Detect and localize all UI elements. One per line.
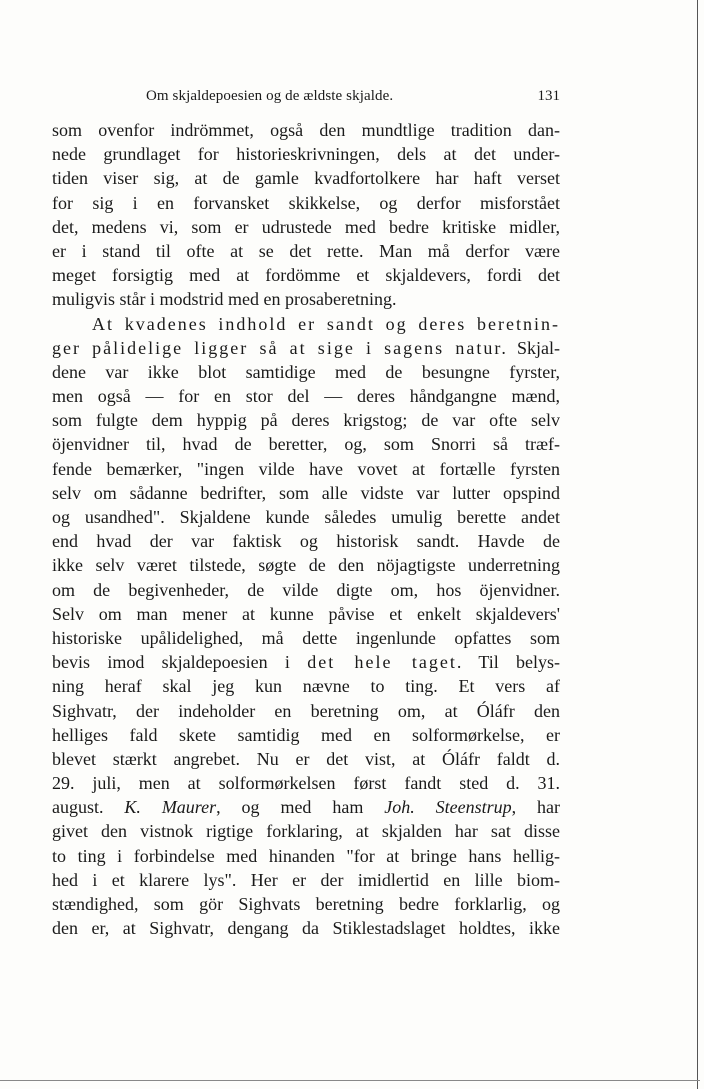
text-segment: om de begivenheder, de vilde digte om, hos öjenvidner. bbox=[52, 579, 560, 600]
text-segment: Joh. Steenstrup bbox=[384, 797, 512, 818]
page-header bbox=[54, 88, 560, 110]
text-segment: selv om sådanne bedrifter, som alle vidste var lutter opspind bbox=[52, 482, 560, 503]
text-segment: dene var ikke blot samtidige med de besungne fyrster, bbox=[52, 361, 560, 382]
text-line bbox=[52, 844, 560, 868]
text-line bbox=[52, 578, 560, 602]
text-line bbox=[52, 312, 560, 336]
text-line bbox=[52, 819, 560, 843]
text-line bbox=[52, 650, 560, 674]
text-segment: to ting i forbindelse med hinanden "for at bringe hans hellig- bbox=[52, 845, 560, 866]
text-line bbox=[52, 723, 560, 747]
text-segment: som ovenfor indrömmet, også den mundtlige tradition dan- bbox=[52, 120, 560, 140]
text-segment: august. bbox=[52, 797, 125, 818]
text-line bbox=[52, 868, 560, 892]
text-line bbox=[52, 384, 560, 408]
text-line bbox=[52, 699, 560, 723]
text-segment: blevet stærkt angrebet. Nu er det vist, at Óláfr faldt d. bbox=[52, 748, 560, 769]
text-line bbox=[52, 505, 560, 529]
text-line bbox=[52, 432, 560, 456]
text-segment: 29. juli, men at solformørkelsen først fandt sted d. 31. bbox=[52, 773, 560, 794]
text-segment: og usandhed". Skjaldene kunde således umulig berette andet bbox=[52, 507, 560, 527]
text-segment: bevis imod skjaldepoesien i bbox=[52, 652, 308, 673]
text-segment: hed i et klarere lys". Her er der imidlertid en lille biom- bbox=[52, 869, 560, 890]
text-segment: , har bbox=[511, 797, 561, 818]
page-edge-right bbox=[697, 0, 698, 1089]
text-segment: ikke selv været tilstede, søgte de den nöjagtigste underretning bbox=[52, 555, 560, 576]
text-line bbox=[52, 118, 560, 142]
text-line bbox=[52, 166, 560, 190]
text-segment: Sighvatr, der indeholder en beretning om, at Óláfr den bbox=[52, 700, 560, 721]
text-line bbox=[52, 916, 560, 940]
text-line bbox=[52, 360, 560, 384]
text-segment: givet den vistnok rigtige forklaring, at skjalden har sat disse bbox=[52, 821, 560, 842]
text-segment: . Til belys- bbox=[456, 652, 561, 673]
text-segment: meget forsigtig med at fordömme et skjaldevers, fordi det bbox=[52, 265, 560, 286]
text-line bbox=[52, 142, 560, 166]
text-segment: öjenvidner til, hvad de beretter, og, som Snorri så træf- bbox=[52, 434, 560, 455]
text-line bbox=[52, 626, 560, 650]
text-line bbox=[52, 457, 560, 481]
text-line bbox=[52, 287, 560, 311]
text-segment: for sig i en forvansket skikkelse, og derfor misforstået bbox=[52, 192, 560, 213]
text-segment: men også — for en stor del — deres håndgangne mænd, bbox=[52, 386, 560, 407]
text-segment: tiden viser sig, at de gamle kvadfortolkere har haft verset bbox=[52, 168, 560, 189]
text-line bbox=[52, 602, 560, 626]
text-segment: nede grundlaget for historieskrivningen, dels at det under- bbox=[52, 144, 560, 165]
text-line bbox=[52, 263, 560, 287]
text-line bbox=[52, 795, 560, 819]
text-line bbox=[52, 336, 560, 360]
text-segment: som fulgte dem hyppig på deres krigstog; de var ofte selv bbox=[52, 410, 560, 431]
text-segment: At kvadenes indhold er sandt og deres beretnin- bbox=[92, 313, 560, 334]
page-number: 131 bbox=[537, 88, 560, 104]
text-segment: Selv om man mener at kunne påvise et enkelt skjaldevers' bbox=[52, 603, 560, 624]
text-line bbox=[52, 553, 560, 577]
text-line bbox=[52, 747, 560, 771]
text-segment: stændighed, som gör Sighvats beretning bedre forklarlig, og bbox=[52, 894, 560, 914]
running-title: Om skjaldepoesien og de ældste skjalde. bbox=[146, 88, 394, 104]
text-segment: Skjal- bbox=[507, 337, 561, 358]
text-line bbox=[52, 529, 560, 553]
text-line bbox=[52, 674, 560, 698]
text-line bbox=[52, 771, 560, 795]
text-line bbox=[52, 408, 560, 432]
text-line bbox=[52, 239, 560, 263]
text-segment: ning heraf skal jeg kun nævne to ting. Et vers af bbox=[52, 676, 560, 697]
text-segment: det hele taget bbox=[307, 652, 457, 673]
text-line bbox=[52, 892, 560, 916]
text-segment: end hvad der var faktisk og historisk sandt. Havde de bbox=[52, 531, 560, 552]
text-segment: , og med ham bbox=[216, 797, 385, 818]
text-segment: fende bemærker, "ingen vilde have vovet at fortælle fyrsten bbox=[52, 458, 560, 479]
text-segment: K. Maurer bbox=[124, 797, 217, 818]
text-segment: ger pålidelige ligger så at sige i sagens natur. bbox=[52, 337, 508, 358]
text-segment: det, medens vi, som er udrustede med bedre kritiske midler, bbox=[52, 216, 560, 237]
text-segment: helliges fald skete samtidig med en solformørkelse, er bbox=[52, 724, 560, 745]
text-segment: historiske upålidelighed, må dette ingenlunde opfattes som bbox=[52, 627, 560, 648]
text-segment: muligvis står i modstrid med en prosaberetning. bbox=[52, 289, 397, 310]
text-line bbox=[52, 215, 560, 239]
text-line bbox=[52, 191, 560, 215]
text-segment: er i stand til ofte at se det rette. Man må derfor være bbox=[52, 240, 560, 261]
page-edge-bottom bbox=[0, 1080, 700, 1081]
text-line bbox=[52, 481, 560, 505]
body-text bbox=[52, 118, 560, 940]
text-segment: den er, at Sighvatr, dengang da Stiklestadslaget holdtes, ikke bbox=[52, 918, 560, 939]
